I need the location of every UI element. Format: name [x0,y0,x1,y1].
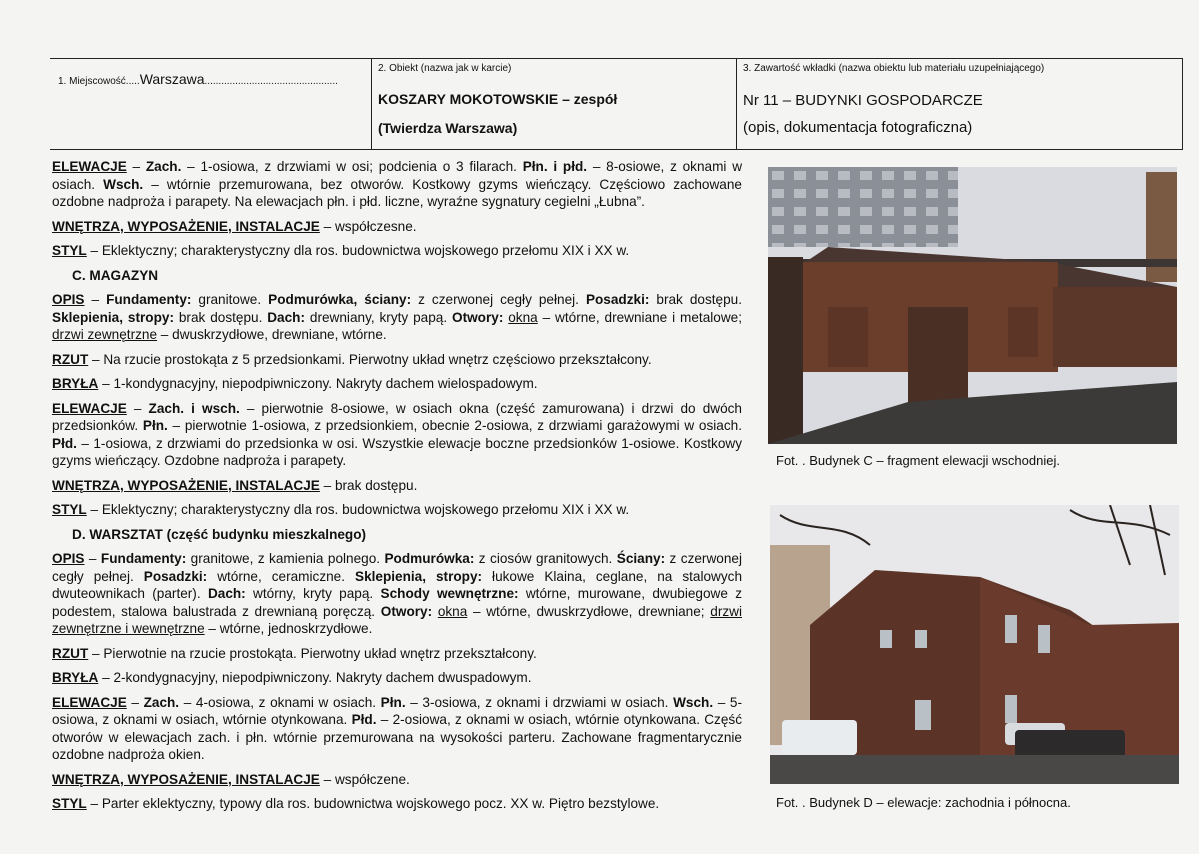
locality-dots: ................................................ [204,76,338,87]
locality-value: Warszawa [139,71,205,87]
text: wtórne, ceramiczne. [207,568,355,584]
text: – pierwotnie 8-osiowe, w osiach okna (część zamurowana) i drzwi do dwóch przedsionków. [52,400,742,433]
header-field-locality [50,58,371,150]
text: granitowe. [191,292,269,307]
key-term: OPIS [52,551,85,566]
bold-term: Sklepienia, stropy: [52,309,174,325]
photo-building-c-image [768,167,1177,444]
paragraph-wnetrza-d [52,771,742,789]
key-term: ELEWACJE [52,159,127,174]
paragraph-bryla-d [52,669,742,687]
paragraph-opis-c [52,291,742,344]
text: – [126,400,149,416]
key-term: ELEWACJE [52,400,127,416]
photo-building-c [768,167,1177,444]
bold-term: Dach: [267,309,306,325]
bold-term: Posadzki: [143,568,208,584]
text: wtórne, murowane, dwubiegowe z podestem, stalowa balustrada z drewnianą poręczą. [52,586,743,619]
key-term: RZUT [52,645,89,661]
bold-term: Fundamenty: [106,292,192,307]
locality-line [58,71,338,87]
photo-caption-2: Fot. . Budynek D – elewacje: zachodnia i północna. [776,795,1071,810]
object-name: KOSZARY MOKOTOWSKIE – zespół [378,91,618,107]
paragraph-elewacje-d [52,694,742,764]
bold-term: Dach: [207,586,246,601]
bold-term: Posadzki: [585,292,650,307]
photo-building-d-image [770,505,1179,784]
bold-term: Zach. [145,159,182,174]
text: wtórny, kryty papą. [245,586,381,601]
paragraph-wnetrza-c [52,477,742,495]
photo-building-d [770,505,1179,784]
underlined-term: okna [508,309,538,325]
description-column [52,158,742,820]
text: – wtórne, dwuskrzydłowe, drewniane; [467,603,711,619]
text: – [84,292,107,307]
bold-term: Zach. [143,694,180,710]
text: z czerwonej cegły pełnej. [411,292,586,307]
key-term: STYL [52,502,87,517]
header-field-contents [736,58,1183,150]
text: brak dostępu. [173,309,268,325]
text: – Parter eklektyczny, typowy dla ros. budownictwa wojskowego pocz. XX w. Piętro bezstylowe. [86,796,660,811]
text: – pierwotnie 1-osiowa, z przedsionkiem, obecnie 2-osiowa, z drzwiami garażowymi w osiach. [167,418,743,433]
text: – [126,159,146,174]
contents-subtitle: (opis, dokumentacja fotograficzna) [743,119,973,136]
text: – 2-kondygnacyjny, niepodpiwniczony. Nakryty dachem dwuspadowym. [98,670,532,685]
key-term: ELEWACJE [52,694,127,710]
bold-term: Otwory: [380,603,433,619]
paragraph-elewacje-c [52,400,742,470]
text: – 8-osiowe, z oknami w osiach. [52,159,743,192]
contents-title: Nr 11 – BUDYNKI GOSPODARCZE [743,92,983,109]
key-term: STYL [52,796,87,811]
bold-term: Wsch. [103,176,144,192]
key-term: WNĘTRZA, WYPOSAŻENIE, INSTALACJE [52,771,320,787]
bold-term: Płn. [380,694,406,710]
section-heading-magazyn: C. MAGAZYN [72,267,159,283]
text: z czerwonej cegły pełnej. [52,551,742,584]
paragraph-rzut-c [52,351,742,369]
text: – brak dostępu. [319,477,418,493]
text: – wtórnie przemurowana, bez otworów. Kostkowy gzyms wieńczący. Częściowo zachowane ozdobne nadproża i parapety. Na elewacjach płn. i płd. liczne, wyraźne sygnatury cegielni „Łubna”. [52,176,742,209]
photo-caption-1: Fot. . Budynek C – fragment elewacji wschodniej. [776,453,1060,468]
key-term: WNĘTRZA, WYPOSAŻENIE, INSTALACJE [52,477,320,493]
key-term: RZUT [52,351,89,367]
bold-term: Fundamenty: [100,551,187,566]
section-heading-warsztat: D. WARSZTAT (część budynku mieszkalnego) [72,526,367,542]
bold-term: Zach. i wsch. [148,400,240,416]
bold-term: Podmurówka: [384,551,475,566]
bold-term: Ściany: [616,551,666,566]
bold-term: Płd. [351,712,377,727]
bold-term: Podmurówka, ściany: [268,292,412,307]
text: – Eklektyczny; charakterystyczny dla ros. budownictwa wojskowego przełomu XIX i XX w. [86,243,630,258]
text: – dwuskrzydłowe, drewniane, wtórne. [157,327,387,342]
bold-term: Sklepienia, stropy: [355,568,483,584]
text: brak dostępu. [649,292,743,307]
text: – wtórne, jednoskrzydłowe. [204,621,373,636]
text: – 1-kondygnacyjny, niepodpiwniczony. Nakryty dachem wielospadowym. [98,376,538,391]
paragraph-elewacje-b [52,158,742,211]
header-field-object [371,58,737,150]
text: – 4-osiowa, z oknami w osiach. [179,694,381,710]
text: – 1-osiowa, z drzwiami do przedsionka w osi. Wszystkie elewacje boczne przedsionków 1-osiowe. Kostkowy gzyms wieńczący. Ozdobne nadproża i parapety. [52,435,742,468]
text: – 5-osiowa, z oknami w osiach, wtórnie otynkowana. [52,694,742,727]
underlined-term: okna [437,603,468,619]
underlined-term: drzwi zewnętrzne i wewnętrzne [52,603,742,636]
underlined-term: drzwi zewnętrzne [52,327,158,342]
paragraph-styl-c [52,501,742,519]
text: – [126,694,144,710]
key-term: STYL [52,243,87,258]
text: – [84,551,101,566]
text: – współczene. [319,771,410,787]
text: – 3-osiowa, z oknami i drzwiami w osiach. [405,694,674,710]
contents-label: 3. Zawartość wkładki (nazwa obiektu lub materiału uzupełniającego) [743,63,1045,74]
paragraph-rzut-d [52,645,742,663]
bold-term: Schody wewnętrzne: [380,586,519,601]
text: – wtórne, drewniane i metalowe; [537,309,742,325]
text: – współczesne. [319,218,417,234]
text: – Pierwotnie na rzucie prostokąta. Pierwotny układ wnętrz przekształcony. [88,645,537,661]
text: łukowe Klaina, ceglane, na stalowych dwuteownikach (parter). [52,568,743,601]
locality-label: 1. Miejscowość..... [58,76,140,87]
bold-term: Wsch. [673,694,714,710]
key-term: BRYŁA [52,670,99,685]
bold-term: Płn. [142,418,168,433]
text: – 2-osiowa, z oknami w osiach, wtórnie otynkowana. Część otworów w elewacjach zach. i płn. wtórnie przemurowana na wysokości parteru. Zachowane fragmentarycznie ozdobne nadproża okien. [52,712,742,762]
text: – 1-osiowa, z drzwiami w osi; podcienia o 3 filarach. [181,159,523,174]
paragraph-bryla-c [52,375,742,393]
text: – Na rzucie prostokąta z 5 przedsionkami. Pierwotny układ wnętrz częściowo przekształcony. [88,351,652,367]
key-term: OPIS [52,292,85,307]
text: granitowe, z kamienia polnego. [186,551,385,566]
text: drewniany, kryty papą. [305,309,452,325]
bold-term: Otwory: [452,309,504,325]
paragraph-wnetrza-b [52,218,742,236]
key-term: WNĘTRZA, WYPOSAŻENIE, INSTALACJE [52,218,320,234]
text: – Eklektyczny; charakterystyczny dla ros. budownictwa wojskowego przełomu XIX i XX w. [86,502,630,517]
paragraph-opis-d [52,550,742,638]
object-subname: (Twierdza Warszawa) [378,120,518,136]
text: z ciosów granitowych. [474,551,617,566]
key-term: BRYŁA [52,376,99,391]
object-label: 2. Obiekt (nazwa jak w karcie) [378,63,512,74]
bold-term: Płn. i płd. [522,159,588,174]
bold-term: Płd. [52,435,77,451]
paragraph-styl-b [52,242,742,260]
paragraph-styl-d [52,795,742,813]
